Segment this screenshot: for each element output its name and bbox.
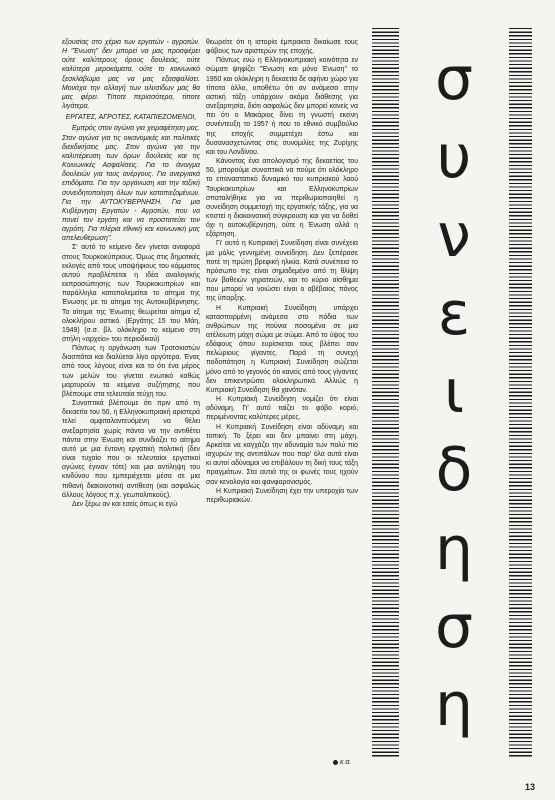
title-letter: η	[434, 513, 474, 584]
paragraph: θεωρείτε ότι η ιστορία έμπρακτα δικαίωσε τους φόβους των αριστερών της εποχής.	[206, 39, 358, 56]
paragraph: Γι' αυτό η Κυπριακή Συνείδηση είναι συνέχεια μα μόλις γεννημένη συνείδηση. Δεν ξεπέρασε ποτέ τη πρώτη βρεφική ηλικία. Κατά συνέπεια το πρόσωπο της είναι σημαδεμένο από τη θλίψη των βαθειών γηρατειών, και το κύριο αίσθημα που μπορεί να νοιώσει είναι ο αβέβαιος πόνος της ύπαρξης.	[206, 240, 358, 303]
paragraph: Η Κυπριακή Συνείδηση υπάρχει κατασπαρμένη ανάμεσα στο πόδια των ανθρώπων της πούνια ποσομένα σε μια ατέλειωτη μάχη σώμα με σώμα. Από το ύψος του εδάφους όπου ευρίσκεται τους βλέπει σαν πελώριους γίγαντες. Παρά τη συνεχή ποδοπάτηση η Κυπριακή Συνείδηση σώζεται μόνο από το γεγονός ότι κανείς από τους γίγαντες δεν επικεντρώσει ολοκληρωτικά. Αλλιώς η Κυπριακή Συνείδηση θα χανόταν.	[206, 304, 358, 394]
page-number: 13	[525, 782, 536, 792]
author-initials: κ.α.	[340, 759, 352, 766]
title-letter: ι	[443, 357, 465, 427]
text-column-right	[206, 38, 358, 768]
title-letter: σ	[434, 44, 474, 114]
title-letter: σ	[434, 591, 474, 662]
title-letter: υ	[436, 122, 472, 193]
paragraph: Συνοπτικά βλέπουμε ότι πριν από τη δεκαετία του 50, η Ελληνοκυπριακή αριστερά τελεί αμφιταλαντευόμενη να θέλει ανεξαρτησία χωρίς πάντα να την αντιθέτει πάντα στην Ένωση και συνδιάζει το αίτημα αυτό με μια έντονη εργατική πολιτική (δεν είναι τυχαίο που οι τελευταίοι εργατικοί αγώνες έγιναν τότε) και μια αντίληψη του κινδύνου που εμπεριέχεται μέσα σε μια πιθανή διακοινοτική αντίθεση (και ασφαλώς άλλους λόγους π.χ. γεωπολιτικούς).	[62, 400, 200, 499]
text-column-left	[62, 38, 200, 788]
paragraph: Η Κυπριακή Συνείδηση είναι αδύναμη και τοπική. Το ξέρει και δεν μπαίνει στη μάχη. Αρκείται να καγχάζει την αδυναμία των πολύ πιο ισχυρών της αντιπάλων που παρ' όλα αυτά είναι κι αυτοί αδύναμοι να επιβάλουν τη δική τους τάξη πραγμάτων. Στα αυτιά της οι φωνές τους ηχούν σαν κενολογία και φανφαρονισμός.	[206, 423, 358, 486]
title-letter: η	[434, 670, 474, 740]
paragraph: Πάντως ενώ η Ελληνοκυπριακή κοινότητα εν σώματι ψηφίζει "Ένωση και μόνο Ένωση" το 1950 και ολόκληρη η δεκαετία δε αφήνει χώρο για τίποτα άλλο, υποθέτω ότι αν ανάμεσα στην αστική τάξη υπάρχουν ακόμα διάθεσης για ανεξαρτησία, διότι ασφαλώς δεν μπορεί κανείς να πει ότι ο Μακάριος δίνει τη γνωστή εκείνη συνέντευξη το 1957 ή που το εθνικό συμβούλιο της εποχής συμμετέχει έστω και δυσανασχετώντας στις συνομιλίες της Ζυρίχης και του Λονδίνου.	[206, 57, 358, 156]
paragraph: Δεν ξέρω αν και εσείς όπως κι εγώ	[72, 500, 178, 508]
paragraph: Η Κυπριακή Συνείδηση έχει την υπεροχία των περιθωριακών.	[206, 487, 358, 504]
paragraph: Κάνοντας ένα απολογισμό της δεκαετίας του 50, μπορούμε συνοπτικά να πούμε ότι ολόκληρο το επαναστατικό δυναμικό του κυπριακού λαού Τουρκοκυπρίων και Ελληνοκυπρίων σπαταλήθηκε για να περιθωριοποιηθεί η συνείδηση συμμετοχή της εργατικής τάξης, για να κτιστεί η διακοινοτική σύγκρουση και για να δοθεί όχι η αυτοκυβέρνηση, ούτε η Ένωση αλλά η εξάρτηση.	[206, 158, 358, 239]
paragraph: Εμπρός στον αγώνα για χειραφέτηση μας. Στον αγώνα για τις οικονομικές και πολιτικές διεκδικήσεις μας. Στον αγώνα για την καλυτέρευση των όρων δουλειάς και τις Κοινωνικές Ασφαλίσεις. Για το άνοιγμα δουλειών για τους ανέργους. Για ανεργιακά επιδόματα. Για την οργάνωση και την ταξική συνειδητοποίηση όλων των καταπιεζομένων. Για την ΑΥΤΟΚΥΒΕΡΝΗΣΗ. Για μια Κυβέρνηση Εργατών - Αγροτών, που να πονεί τον εργάτη και να προστατεύει τον αγρότη. Για πλέρια εθνική και κοινωνική μας απελευθέρωση".	[62, 125, 200, 243]
title-letter: ε	[437, 278, 471, 349]
side-title-vertical	[399, 28, 509, 758]
side-title-striped-panel	[372, 28, 532, 758]
paragraph: Σ' αυτό το κείμενο δεν γίνεται αναφορά στους Τουρκοκύπριους. Όμως στις δημοτικές εκλογές από τους υποψήφιους του κόμματος αυτού προβλέπεται η ιδέα αναλογικής εκπροσώπησης των Τουρκοκυπρίων και παράλληλα καταπολεμείται το αίτημα της Ένωσης με το αίτημα της Αυτοκυβέρνησης. Το αίτημα της Ένωσης θεωρείται αίτημα εξ ολοκλήρου αστικό. (Εργάτης 15 του Μάη, 1949) (σ.σ. βλ. ολόκληρο το κείμενο στη στήλη «αρχείο» του περιοδικού)	[62, 244, 200, 343]
paragraph: εξουσίας στο χέρια των εργατών - αγροτών. Η "Ένωση" δεν μπορεί να μας προσφέρει ούτε καλύτερους όρους δουλειάς, ούτε καλύτερα μεροκάματα, ούτε το κοινωνικό ξεσκλάβωμα μας να μας εξασφαλίσει. Μονάχα την αλλαγή των αλυσίδων μας θα μας φέρει. Τίποτε περισσότερα, τίποτε λιγότερα.	[62, 39, 200, 111]
title-letter: ν	[437, 200, 471, 271]
bullet-dot-icon	[333, 760, 338, 765]
author-signature	[333, 759, 351, 766]
paragraph: ΕΡΓΑΤΕΣ, ΑΓΡΟΤΕΣ, ΚΑΤΑΠΙΕΖΟΜΕΝΟΙ,	[65, 114, 197, 122]
paragraph: Πάντως η οργάνωση των Τροτσκιστών διασπάται και διαλύεται λίγο αργότερα. Ένας από τους λόγους είναι και το ότι ένα μέρος των μελών του γίνεται ενωτικό καθώς μαρτυρούν τα κείμενα συζήτησης που βλέπουμε στα τελευταία τεύχη του.	[62, 345, 200, 398]
paragraph: Η Κυπριακή Συνείδηση νομίζει ότι είναι αδύναμη. Γι' αυτό ταίζει το φόβο κοριό, περιμένοντας καλύτερες μέρες.	[206, 396, 358, 422]
title-letter: δ	[435, 435, 473, 506]
